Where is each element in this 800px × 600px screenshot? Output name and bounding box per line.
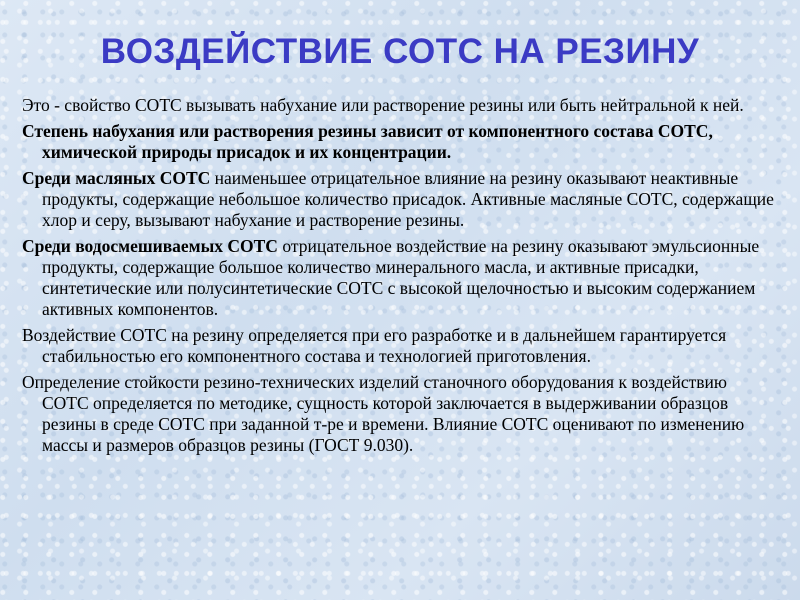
- paragraph-swelling-degree: Степень набухания или растворения резины зависит от компонентного состава СОТС, химической природы присадок и их концентрации.: [22, 121, 713, 162]
- oil-based-text: наименьшее отрицательное влияние на резину оказывают неактивные продукты, содержащие небольшое количество присадок. Активные масляные СОТС, содержащие хлор и серу, вызывают набухание и растворение резины.: [42, 168, 774, 230]
- paragraph-definition: Это - свойство СОТС вызывать набухание или растворение резины или быть нейтральной к ней.: [22, 95, 744, 115]
- water-miscible-heading: Среди водосмешиваемых СОТС: [22, 236, 278, 256]
- paragraph-test-method: Определение стойкости резино-технических изделий станочного оборудования к воздействию СОТС определяется по методике, сущность которой заключается в выдерживании образцов резины в среде СОТС при заданной т-ре и времени. Влияние СОТС оценивают по изменению массы и размеров образцов резины (ГОСТ 9.030).: [22, 372, 745, 455]
- water-miscible-text: отрицательное воздействие на резину оказывают эмульсионные продукты, содержащие большое количество минерального масла, и активные присадки, синтетические или полусинтетические СОТС с высокой щелочностью и высоким содержанием активных компонентов.: [42, 236, 760, 319]
- paragraph-oil-based: [22, 168, 774, 231]
- paragraph-water-miscible: [22, 236, 774, 320]
- paragraph-development: Воздействие СОТС на резину определяется при его разработке и в дальнейшем гарантируется стабильностью его компонентного состава и технологией приготовления.: [22, 325, 727, 366]
- oil-based-heading: Среди масляных СОТС: [22, 168, 211, 188]
- slide-body: [22, 95, 774, 461]
- slide-title: ВОЗДЕЙСТВИЕ СОТС НА РЕЗИНУ: [100, 32, 700, 71]
